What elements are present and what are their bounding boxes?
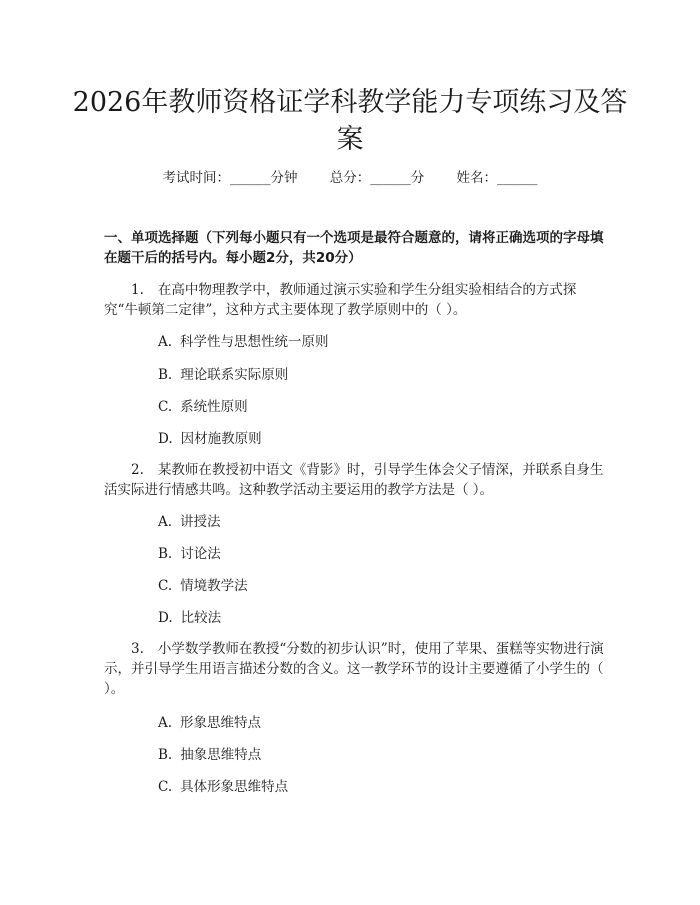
option-text: 比较法 bbox=[180, 610, 222, 626]
page-title: 2026年教师资格证学科教学能力专项练习及答案 bbox=[72, 87, 628, 155]
question-number: 2. bbox=[131, 462, 144, 478]
question-1-option-c bbox=[158, 397, 598, 417]
option-letter: A. bbox=[158, 514, 173, 530]
option-letter: D. bbox=[158, 610, 173, 626]
question-2-option-a bbox=[158, 512, 598, 532]
question-1-option-d bbox=[158, 429, 598, 449]
option-text: 具体形象思维特点 bbox=[180, 779, 289, 795]
question-3 bbox=[104, 639, 604, 699]
option-letter: A. bbox=[158, 334, 173, 350]
question-number: 1. bbox=[131, 282, 144, 298]
option-text: 讨论法 bbox=[180, 546, 221, 562]
total-score-field: 总分：______分 bbox=[329, 170, 425, 186]
option-letter: A. bbox=[158, 715, 173, 731]
option-letter: B. bbox=[158, 747, 173, 763]
option-letter: C. bbox=[158, 578, 173, 594]
option-letter: C. bbox=[158, 779, 173, 795]
option-text: 讲授法 bbox=[180, 514, 221, 530]
option-text: 形象思维特点 bbox=[180, 715, 262, 731]
option-letter: C. bbox=[158, 399, 173, 415]
exam-meta bbox=[0, 168, 700, 188]
option-letter: B. bbox=[158, 546, 173, 562]
question-stem: 某教师在教授初中语文《背影》时，引导学生体会父子情深，并联系自身生活实际进行情感共鸣。这种教学活动主要运用的教学方法是（ ）。 bbox=[104, 462, 604, 498]
section-heading: 一、单项选择题（下列每小题只有一个选项是最符合题意的，请将正确选项的字母填在题干后的括号内。每小题2分，共20分） bbox=[104, 230, 604, 266]
option-text: 理论联系实际原则 bbox=[180, 367, 289, 383]
question-3-option-b bbox=[158, 745, 598, 765]
question-stem: 在高中物理教学中，教师通过演示实验和学生分组实验相结合的方式探究“牛顿第二定律”，这种方式主要体现了教学原则中的（ ）。 bbox=[104, 282, 577, 318]
option-text: 因材施教原则 bbox=[180, 431, 262, 447]
option-text: 科学性与思想性统一原则 bbox=[180, 334, 329, 350]
option-text: 抽象思维特点 bbox=[180, 747, 262, 763]
question-1-option-b bbox=[158, 365, 598, 385]
option-text: 系统性原则 bbox=[180, 399, 248, 415]
question-1 bbox=[104, 280, 604, 320]
question-number: 3. bbox=[131, 641, 144, 657]
option-letter: B. bbox=[158, 367, 173, 383]
question-1-option-a bbox=[158, 332, 598, 352]
option-letter: D. bbox=[158, 431, 173, 447]
question-3-option-c bbox=[158, 777, 598, 797]
question-2-option-b bbox=[158, 544, 598, 564]
question-2-option-c bbox=[158, 576, 598, 596]
question-3-option-a bbox=[158, 713, 598, 733]
exam-time-field: 考试时间：______分钟 bbox=[162, 170, 298, 186]
option-text: 情境教学法 bbox=[180, 578, 248, 594]
name-field: 姓名：______ bbox=[456, 170, 538, 186]
question-2-option-d bbox=[158, 608, 598, 628]
question-2 bbox=[104, 460, 604, 500]
question-stem: 小学数学教师在教授“分数的初步认识”时，使用了苹果、蛋糕等实物进行演示，并引导学生用语言描述分数的含义。这一教学环节的设计主要遵循了小学生的（ ）。 bbox=[104, 641, 604, 697]
